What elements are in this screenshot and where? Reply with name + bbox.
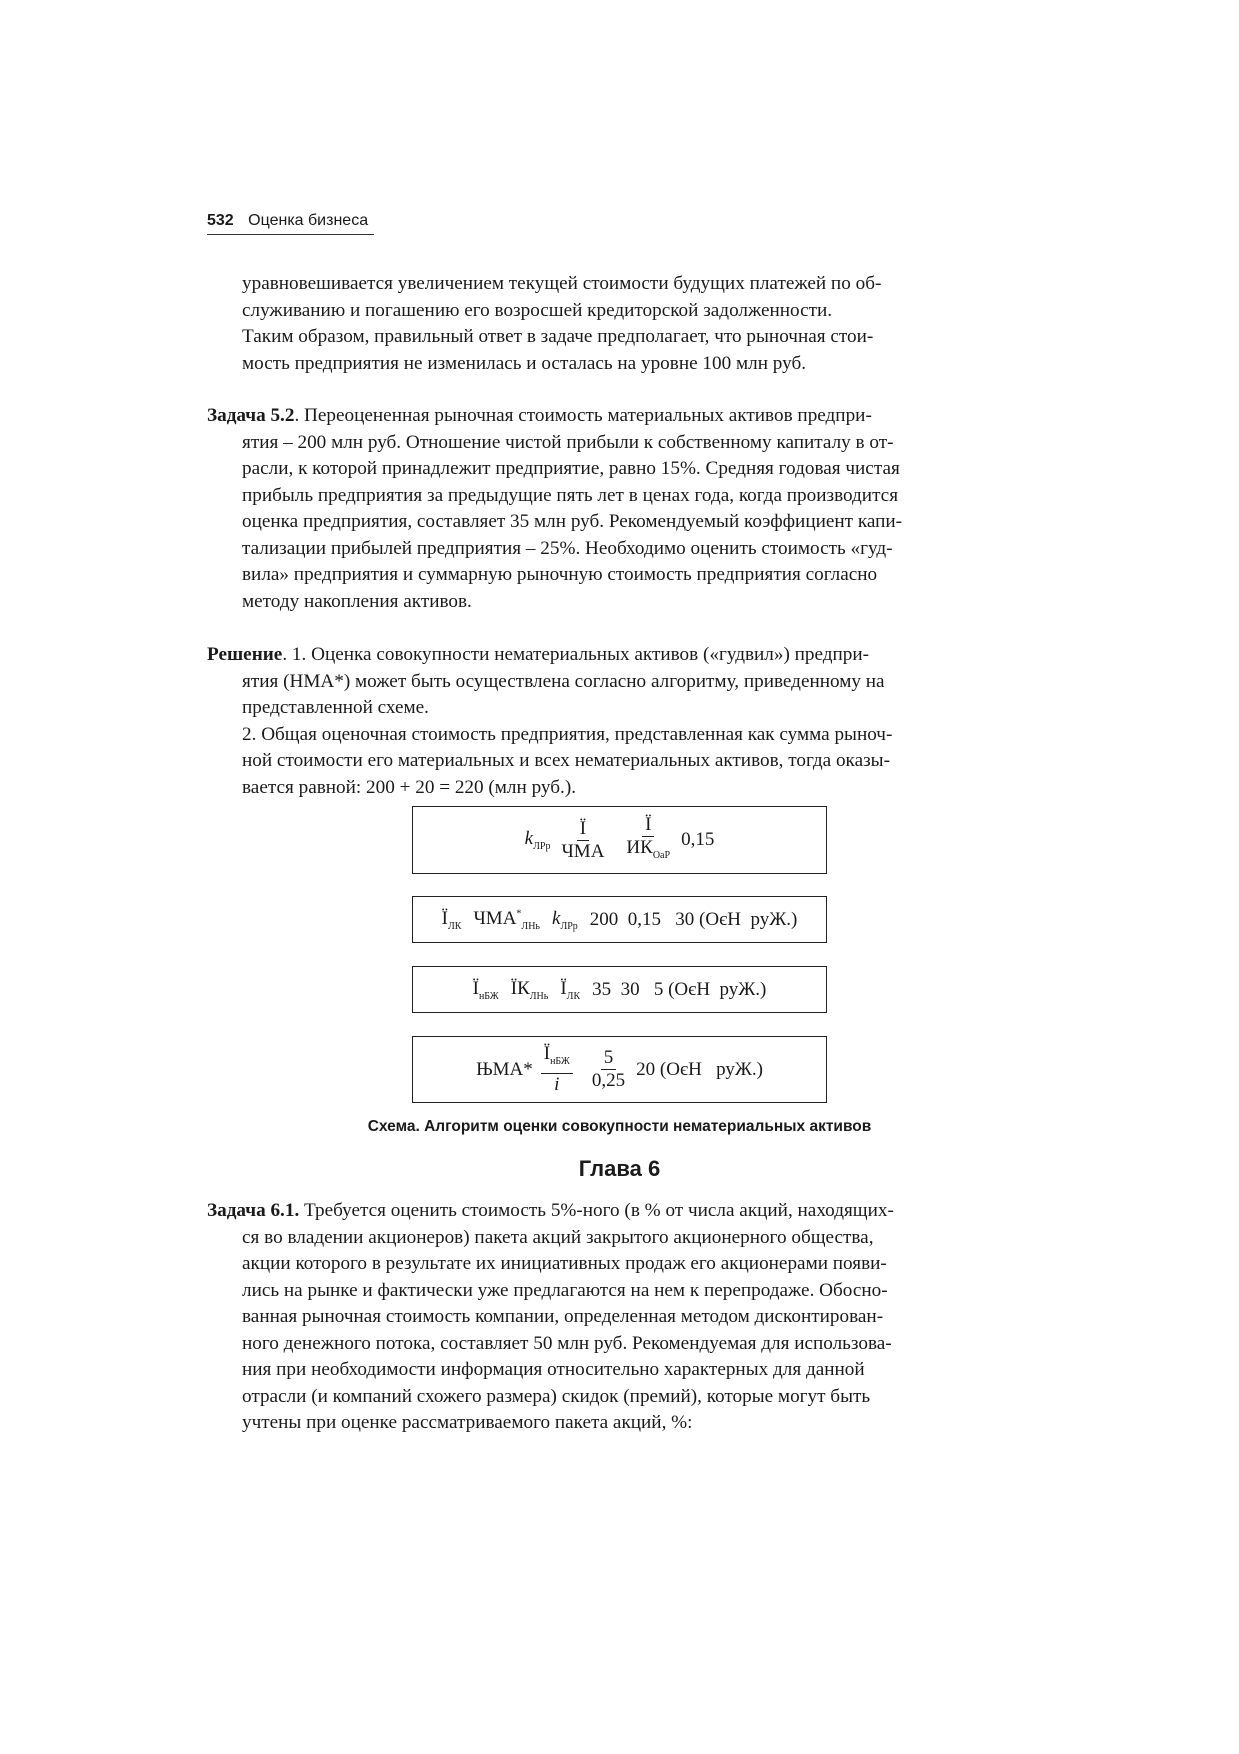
text-line: вается равной: 200 + 20 = 220 (млн руб.). (242, 776, 577, 798)
text-line: учтены при оценке рассматриваемого пакета акций, %: (242, 1412, 693, 1433)
text-line: ного денежного потока, составляет 50 млн руб. Рекомендуемая для использова- (242, 1332, 892, 1354)
solution-label: Решение (207, 644, 283, 665)
text-line: вила» предприятия и суммарную рыночную стоимость предприятия согласно (242, 564, 878, 585)
text-line: ся во владении акционеров) пакета акций закрытого акционерного общества, (242, 1226, 874, 1248)
task-6-1 (207, 1198, 1033, 1437)
formula-box-2: $Ï_{ЛК}$ $ЧМА^*_{ЛНь}$ $k_{ЛРр}$ 200 0,15 30 (ОєН руЖ.) (412, 896, 827, 943)
fraction: $\frac{Ï_{нБЖ}}{i}$ (541, 1043, 573, 1096)
intro-paragraph (207, 271, 1033, 377)
text-line: расли, к которой принадлежит предприятие, равно 15%. Средняя годовая чистая (242, 458, 900, 479)
fraction: $\frac{5}{0,25}$ (591, 1047, 626, 1091)
text-line: оценка предприятия, составляет 35 млн руб. Рекомендуемый коэффициент капи- (242, 511, 903, 532)
text-line: Таким образом, правильный ответ в задаче предполагает, что рыночная стои- (242, 326, 874, 347)
running-title: Оценка бизнеса (248, 212, 369, 229)
text-line: . Переоцененная рыночная стоимость материальных активов предпри- (294, 405, 872, 426)
task-label: Задача 6.1. (207, 1200, 300, 1221)
fraction: $\frac{Ï}{ИК_{ОаР}}$ (626, 813, 671, 861)
chapter-heading: Глава 6 (578, 1156, 661, 1181)
text-line: лись на рынке и фактически уже предлагаются на нем к перепродаже. Обосно- (242, 1279, 888, 1301)
task-5-2 (207, 403, 1033, 615)
text-line: мость предприятия не изменилась и осталась на уровне 100 млн руб. (242, 352, 807, 374)
text-line: уравновешивается увеличением текущей стоимости будущих платежей по об- (242, 273, 882, 294)
text-line: отрасли (и компаний схожего размера) скидок (премий), которые могут быть (242, 1385, 871, 1407)
formula-box-4: ЊМА* $\frac{Ï_{нБЖ}}{i}$ $\frac{5}{0,25}$ 20 (ОєН руЖ.) (412, 1036, 827, 1103)
solution (207, 642, 1033, 801)
text-line: . 1. Оценка совокупности нематериальных активов («гудвил») предпри- (282, 644, 870, 665)
formula-box-1: $k_{ЛРр}$ $\frac{Ï}{\text{ЧМА}}$ $\frac{Ï}{ИК_{ОаР}}$ 0,15 (412, 806, 827, 874)
text-line: ной стоимости его материальных и всех нематериальных активов, тогда оказы- (242, 750, 890, 771)
text-line: Требуется оценить стоимость 5%-ного (в % от числа акций, находящих- (299, 1200, 894, 1221)
running-header (207, 212, 368, 230)
text-line: прибыль предприятия за предыдущие пять лет в ценах года, когда производится (242, 484, 899, 506)
text-line: ния при необходимости информация относительно характерных для данной (242, 1359, 865, 1380)
text-line: ванная рыночная стоимость компании, определенная методом дисконтирован- (242, 1306, 884, 1327)
text-line: 2. Общая оценочная стоимость предприятия, представленная как сумма рыноч- (242, 723, 893, 745)
header-rule (207, 234, 374, 235)
scheme-caption: Схема. Алгоритм оценки совокупности нематериальных активов (367, 1118, 872, 1135)
text-line: представленной схеме. (242, 697, 429, 718)
formula-box-3: $Ï_{нБЖ}$ $ÏК_{ЛНь}$ $Ï_{ЛК}$ 35 30 5 (ОєН руЖ.) (412, 966, 827, 1013)
text-line: служиванию и погашению его возросшей кредиторской задолженности. (242, 299, 833, 321)
task-label: Задача 5.2 (207, 405, 295, 426)
text-line: тализации прибылей предприятия – 25%. Необходимо оценить стоимость «гуд- (242, 537, 893, 559)
text-line: методу накопления активов. (242, 590, 472, 612)
text-line: ятия – 200 млн руб. Отношение чистой прибыли к собственному капиталу в от- (242, 431, 894, 453)
fraction: $\frac{Ï}{\text{ЧМА}}$ (561, 817, 605, 862)
page-number: 532 (207, 212, 234, 229)
text-line: акции которого в результате их инициативных продаж его акционерами появи- (242, 1253, 887, 1274)
text-line: ятия (НМА*) может быть осуществлена согласно алгоритму, приведенному на (242, 670, 885, 692)
